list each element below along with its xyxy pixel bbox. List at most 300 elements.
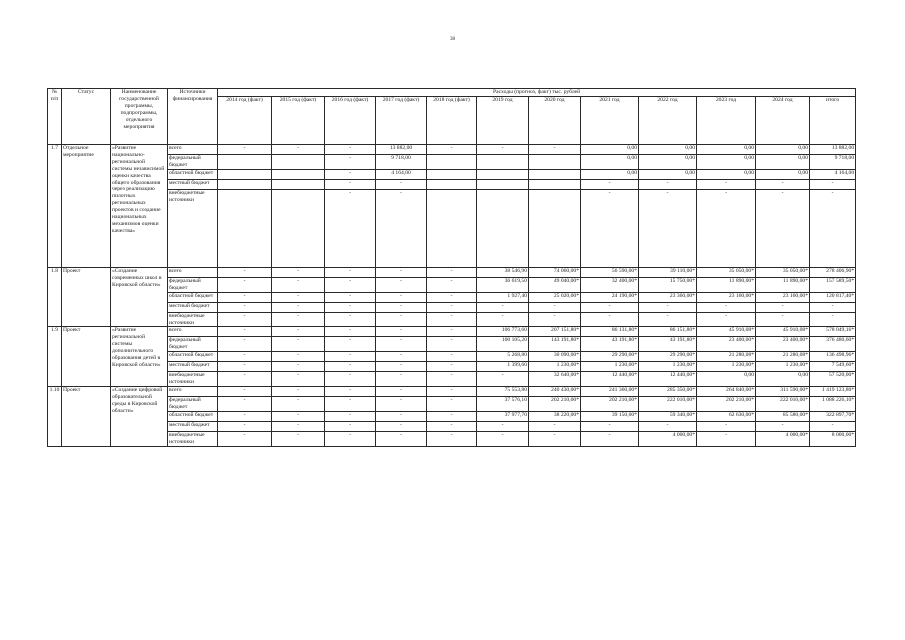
value-cell: - [376, 352, 427, 362]
table-row [48, 421, 856, 431]
value-cell: - [325, 411, 376, 421]
total-cell: 4 164,00 [810, 169, 856, 179]
value-cell [529, 169, 581, 179]
source-cell: федеральный бюджет [168, 277, 218, 292]
value-cell: 38 220,00* [529, 411, 581, 421]
value-cell: 0,00 [581, 155, 639, 170]
value-cell: - [581, 189, 639, 267]
total-cell: 578 049,16* [810, 327, 856, 337]
value-cell: - [272, 277, 325, 292]
value-cell: 21 280,08* [756, 352, 810, 362]
value-cell: - [325, 397, 376, 412]
header-name: Наименование государственной программы, подпрограммы, отдельного мероприятия [111, 89, 168, 145]
value-cell [218, 189, 272, 267]
value-cell [529, 155, 581, 170]
value-cell: - [325, 327, 376, 337]
value-cell: 39 150,00* [581, 411, 639, 421]
value-cell [477, 155, 529, 170]
table-row [48, 312, 856, 327]
table-row [48, 387, 856, 397]
source-cell: местный бюджет [168, 179, 218, 189]
value-cell: - [639, 421, 697, 431]
value-cell: - [325, 292, 376, 302]
value-cell: - [529, 312, 581, 327]
group-status: Проект [62, 387, 111, 447]
table-row [48, 327, 856, 337]
value-cell: 0,00 [756, 169, 810, 179]
value-cell: - [272, 312, 325, 327]
value-cell: - [376, 267, 427, 277]
value-cell: 11 890,00* [697, 277, 756, 292]
value-cell: - [376, 277, 427, 292]
group-num: 1.7 [48, 145, 62, 268]
value-cell: 32 640,00* [529, 372, 581, 387]
value-cell: - [529, 421, 581, 431]
value-cell: 11 890,00* [756, 277, 810, 292]
source-cell: областной бюджет [168, 411, 218, 421]
value-cell: - [756, 421, 810, 431]
value-cell: - [376, 337, 427, 352]
value-cell: - [427, 387, 477, 397]
value-cell: 240 430,00* [529, 387, 581, 397]
value-cell: - [218, 397, 272, 412]
group-name: «Развитие региональной системы дополнительного образования детей в Кировской области» [111, 327, 168, 387]
value-cell [272, 189, 325, 267]
value-cell: 24 190,00* [581, 292, 639, 302]
value-cell: - [218, 267, 272, 277]
source-cell: областной бюджет [168, 352, 218, 362]
table-row [48, 302, 856, 312]
table-row [48, 169, 856, 179]
group-name: «Создание современных школ в Кировской области» [111, 267, 168, 327]
value-cell: - [427, 372, 477, 387]
table-row [48, 352, 856, 362]
value-cell: - [697, 312, 756, 327]
value-cell: 12 440,00* [639, 372, 697, 387]
value-cell: 0,00 [581, 169, 639, 179]
value-cell: 39 110,00* [639, 267, 697, 277]
value-cell: - [756, 179, 810, 189]
table-row [48, 431, 856, 446]
value-cell: - [218, 337, 272, 352]
value-cell: 311 590,00* [756, 387, 810, 397]
value-cell: - [325, 145, 376, 155]
value-cell: 43 191,80* [581, 337, 639, 352]
total-cell: 322 897,70* [810, 411, 856, 421]
total-cell: 1 419 123,80* [810, 387, 856, 397]
value-cell: 1 230,00* [756, 362, 810, 372]
value-cell: 23 160,00* [756, 292, 810, 302]
group-num: 1.8 [48, 267, 62, 327]
value-cell: 0,00 [639, 169, 697, 179]
group-num: 1.9 [48, 327, 62, 387]
group-name: «Создание цифровой образовательной среды в Кировской области» [111, 387, 168, 447]
value-cell: 59 340,00* [639, 411, 697, 421]
value-cell: - [427, 431, 477, 446]
value-cell: 45 910,08* [697, 327, 756, 337]
value-cell: - [477, 421, 529, 431]
table-row [48, 189, 856, 267]
header-year: 2015 год (факт) [272, 97, 325, 145]
header-year: 2018 год (факт) [427, 97, 477, 145]
value-cell [272, 169, 325, 179]
source-cell: всего [168, 145, 218, 155]
value-cell: 0,00 [639, 145, 697, 155]
group-num: 1.10 [48, 387, 62, 447]
value-cell: - [218, 145, 272, 155]
value-cell: 1 230,00* [697, 362, 756, 372]
value-cell: - [697, 189, 756, 267]
value-cell: - [272, 431, 325, 446]
value-cell: - [325, 302, 376, 312]
value-cell: 0,00 [756, 145, 810, 155]
value-cell: - [639, 189, 697, 267]
header-year: 2023 год [697, 97, 756, 145]
budget-table [47, 88, 856, 447]
value-cell: 285 350,00* [639, 387, 697, 397]
value-cell [272, 179, 325, 189]
value-cell: - [218, 387, 272, 397]
table-row [48, 372, 856, 387]
total-cell: 376 480,60* [810, 337, 856, 352]
value-cell: - [477, 372, 529, 387]
value-cell: 264 840,00* [697, 387, 756, 397]
value-cell [427, 179, 477, 189]
total-cell: - [810, 302, 856, 312]
value-cell: - [697, 431, 756, 446]
table-row [48, 337, 856, 352]
value-cell: - [639, 179, 697, 189]
header-year: 2016 год (факт) [325, 97, 376, 145]
value-cell [477, 169, 529, 179]
total-cell: 13 882,00 [810, 145, 856, 155]
value-cell [529, 179, 581, 189]
value-cell: - [272, 327, 325, 337]
header-source: Источники финансирования [168, 89, 218, 145]
value-cell: 15 750,00* [639, 277, 697, 292]
value-cell: - [325, 189, 376, 267]
total-cell: 136 498,96* [810, 352, 856, 362]
total-cell: 1 088 226,10* [810, 397, 856, 412]
value-cell: 38 546,90 [477, 267, 529, 277]
value-cell: 62 630,00* [697, 411, 756, 421]
value-cell: - [639, 312, 697, 327]
value-cell: - [697, 302, 756, 312]
value-cell: - [639, 302, 697, 312]
table-row [48, 277, 856, 292]
value-cell: - [376, 179, 427, 189]
value-cell: - [272, 292, 325, 302]
value-cell: - [218, 411, 272, 421]
value-cell: 1 230,00* [639, 362, 697, 372]
value-cell: - [376, 387, 427, 397]
value-cell: - [325, 352, 376, 362]
value-cell: - [376, 292, 427, 302]
value-cell: - [325, 337, 376, 352]
value-cell [529, 189, 581, 267]
value-cell: - [477, 312, 529, 327]
header-num: № п/п [48, 89, 62, 145]
value-cell: - [427, 312, 477, 327]
source-cell: федеральный бюджет [168, 155, 218, 170]
source-cell: областной бюджет [168, 292, 218, 302]
value-cell: - [325, 312, 376, 327]
value-cell: 0,00 [639, 155, 697, 170]
value-cell: - [218, 312, 272, 327]
value-cell [427, 155, 477, 170]
value-cell: - [272, 411, 325, 421]
value-cell: 222 010,00* [639, 397, 697, 412]
table-row [48, 362, 856, 372]
value-cell: 241 360,00* [581, 387, 639, 397]
value-cell: - [477, 145, 529, 155]
value-cell: 29 290,00* [639, 352, 697, 362]
header-year: 2020 год [529, 97, 581, 145]
value-cell: 49 040,00* [529, 277, 581, 292]
value-cell: - [376, 397, 427, 412]
value-cell [477, 189, 529, 267]
total-cell: - [810, 421, 856, 431]
value-cell: - [697, 179, 756, 189]
value-cell [218, 179, 272, 189]
value-cell: - [427, 397, 477, 412]
value-cell: - [272, 302, 325, 312]
value-cell: 4 000,00* [756, 431, 810, 446]
value-cell: 0,00 [581, 145, 639, 155]
source-cell: всего [168, 327, 218, 337]
table-row [48, 411, 856, 421]
value-cell: 29 290,00* [581, 352, 639, 362]
header-year: 2024 год [756, 97, 810, 145]
value-cell: - [427, 327, 477, 337]
source-cell: местный бюджет [168, 362, 218, 372]
value-cell [427, 189, 477, 267]
group-status: Проект [62, 327, 111, 387]
value-cell: 202 210,00* [581, 397, 639, 412]
source-cell: внебюджетные источники [168, 372, 218, 387]
value-cell: 12 440,00* [581, 372, 639, 387]
value-cell: - [272, 362, 325, 372]
value-cell: 32 400,00* [581, 277, 639, 292]
value-cell: - [477, 302, 529, 312]
value-cell: 85 580,00* [756, 411, 810, 421]
table-row [48, 179, 856, 189]
table-row [48, 145, 856, 155]
value-cell: 74 060,00* [529, 267, 581, 277]
value-cell [272, 155, 325, 170]
value-cell: 43 191,80* [639, 337, 697, 352]
value-cell: 0,00 [697, 155, 756, 170]
value-cell: 4 164,00 [376, 169, 427, 179]
value-cell: 202 210,00* [697, 397, 756, 412]
total-cell: 120 817,40* [810, 292, 856, 302]
value-cell: - [376, 312, 427, 327]
value-cell: - [218, 302, 272, 312]
value-cell: - [427, 411, 477, 421]
group-name: «Развитие национально-региональной системы независимой оценки качества общего образования через реализацию пилотных региональных проектов и создание национальных механизмов оценки качества» [111, 145, 168, 268]
source-cell: местный бюджет [168, 302, 218, 312]
table-row [48, 267, 856, 277]
value-cell: 106 773,60 [477, 327, 529, 337]
value-cell: - [325, 179, 376, 189]
value-cell [218, 155, 272, 170]
value-cell: 23 400,00* [697, 337, 756, 352]
value-cell: 1 399,60 [477, 362, 529, 372]
total-cell: - [810, 179, 856, 189]
source-cell: внебюджетные источники [168, 189, 218, 267]
table-row [48, 397, 856, 412]
header-total: итого [810, 97, 856, 145]
value-cell: - [427, 362, 477, 372]
value-cell: - [325, 387, 376, 397]
value-cell: - [325, 277, 376, 292]
value-cell: - [427, 267, 477, 277]
value-cell: 0,00 [756, 155, 810, 170]
header-year: 2019 год [477, 97, 529, 145]
total-cell: 57 520,00* [810, 372, 856, 387]
source-cell: областной бюджет [168, 169, 218, 179]
total-cell: 7 549,60* [810, 362, 856, 372]
value-cell: - [477, 431, 529, 446]
table-body [48, 145, 856, 447]
value-cell: - [581, 312, 639, 327]
total-cell: - [810, 189, 856, 267]
value-cell: - [325, 421, 376, 431]
value-cell: 86 131,80* [581, 327, 639, 337]
value-cell: - [218, 277, 272, 292]
value-cell: - [756, 189, 810, 267]
header-expenses: Расходы (прогноз, факт) тыс. рублей [218, 89, 856, 97]
value-cell: 36 619,50 [477, 277, 529, 292]
value-cell: 23 160,00* [697, 292, 756, 302]
value-cell: - [325, 372, 376, 387]
value-cell: - [529, 431, 581, 446]
value-cell: 23 400,00* [756, 337, 810, 352]
value-cell: 37 977,70 [477, 411, 529, 421]
header-year: 2022 год [639, 97, 697, 145]
value-cell: - [218, 362, 272, 372]
value-cell: - [218, 352, 272, 362]
value-cell: - [376, 411, 427, 421]
value-cell [427, 169, 477, 179]
page-number: 38 [450, 37, 455, 42]
value-cell: - [325, 362, 376, 372]
value-cell: - [376, 302, 427, 312]
value-cell: 1 230,00* [581, 362, 639, 372]
value-cell: - [272, 145, 325, 155]
total-cell: 9 718,00 [810, 155, 856, 170]
value-cell: - [272, 372, 325, 387]
value-cell: 0,00 [697, 169, 756, 179]
value-cell: - [427, 277, 477, 292]
value-cell: - [325, 169, 376, 179]
value-cell: 35 050,00* [697, 267, 756, 277]
value-cell: - [218, 327, 272, 337]
value-cell: 25 020,00* [529, 292, 581, 302]
value-cell: 75 553,80 [477, 387, 529, 397]
value-cell: 21 280,08* [697, 352, 756, 362]
value-cell: - [272, 337, 325, 352]
value-cell: - [376, 362, 427, 372]
value-cell: - [376, 189, 427, 267]
total-cell: 278 406,90* [810, 267, 856, 277]
value-cell: - [581, 302, 639, 312]
table-row [48, 155, 856, 170]
value-cell: - [325, 155, 376, 170]
value-cell: - [529, 302, 581, 312]
value-cell: 1 230,00* [529, 362, 581, 372]
value-cell: 23 360,00* [639, 292, 697, 302]
value-cell: - [427, 145, 477, 155]
value-cell: - [218, 292, 272, 302]
source-cell: внебюджетные источники [168, 431, 218, 446]
value-cell: - [427, 421, 477, 431]
value-cell: - [376, 421, 427, 431]
value-cell: 35 050,00* [756, 267, 810, 277]
value-cell: - [272, 352, 325, 362]
value-cell: - [325, 267, 376, 277]
value-cell: 202 210,00* [529, 397, 581, 412]
value-cell [477, 179, 529, 189]
group-status: Отдельное мероприятие [62, 145, 111, 268]
value-cell: 207 151,80* [529, 327, 581, 337]
source-cell: федеральный бюджет [168, 397, 218, 412]
value-cell: 0,00 [697, 372, 756, 387]
value-cell [218, 169, 272, 179]
value-cell: - [218, 421, 272, 431]
value-cell: - [756, 312, 810, 327]
value-cell: - [581, 421, 639, 431]
group-status: Проект [62, 267, 111, 327]
value-cell: 1 927,40 [477, 292, 529, 302]
value-cell: 222 010,00* [756, 397, 810, 412]
value-cell: 4 000,00* [639, 431, 697, 446]
header-year: 2021 год [581, 97, 639, 145]
value-cell: - [529, 145, 581, 155]
value-cell: - [697, 421, 756, 431]
value-cell: 0,00 [756, 372, 810, 387]
value-cell: - [581, 179, 639, 189]
value-cell: - [272, 397, 325, 412]
value-cell: 9 718,00 [376, 155, 427, 170]
value-cell: - [272, 421, 325, 431]
value-cell: - [581, 431, 639, 446]
value-cell: - [376, 431, 427, 446]
source-cell: всего [168, 387, 218, 397]
value-cell: 0,00 [697, 145, 756, 155]
value-cell: - [218, 431, 272, 446]
value-cell: 100 105,20 [477, 337, 529, 352]
value-cell: - [756, 302, 810, 312]
value-cell: - [427, 302, 477, 312]
value-cell: 56 590,00* [581, 267, 639, 277]
value-cell: - [427, 292, 477, 302]
source-cell: федеральный бюджет [168, 337, 218, 352]
header-year: 2014 год (факт) [218, 97, 272, 145]
source-cell: всего [168, 267, 218, 277]
header-status: Статус [62, 89, 111, 145]
value-cell: - [427, 337, 477, 352]
value-cell: - [376, 327, 427, 337]
source-cell: внебюджетные источники [168, 312, 218, 327]
total-cell: 8 000,00* [810, 431, 856, 446]
value-cell: 45 910,08* [756, 327, 810, 337]
value-cell: - [272, 387, 325, 397]
total-cell: 157 589,50* [810, 277, 856, 292]
value-cell: 143 191,80* [529, 337, 581, 352]
value-cell: 30 090,00* [529, 352, 581, 362]
source-cell: местный бюджет [168, 421, 218, 431]
